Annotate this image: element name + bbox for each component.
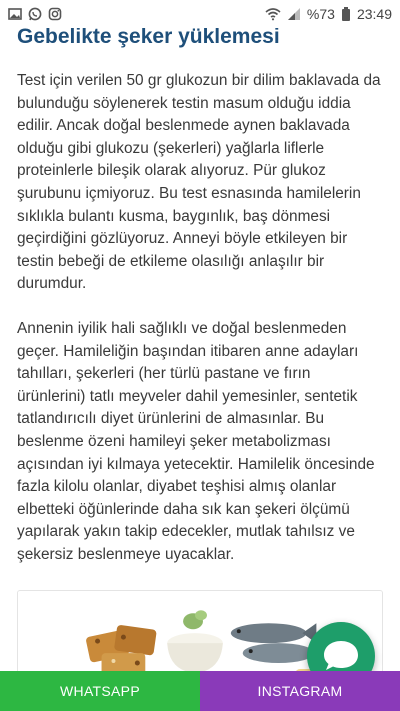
instagram-button[interactable]: INSTAGRAM <box>200 671 400 711</box>
bottom-action-bar <box>0 671 400 711</box>
page-title: Gebelikte şeker yüklemesi <box>17 28 280 48</box>
gallery-icon <box>8 7 22 21</box>
instagram-icon <box>48 7 62 21</box>
battery-icon <box>341 7 351 21</box>
chat-bubble-icon <box>322 639 360 673</box>
article-content[interactable] <box>0 28 400 671</box>
status-bar-notifications <box>8 7 62 21</box>
battery-percent: %73 <box>306 6 335 22</box>
wifi-icon <box>265 7 281 21</box>
article-paragraph-1: Test için verilen 50 gr glukozun bir dilim baklavada da bulunduğu söylenerek testin masum olduğu iddia edilir. Ancak doğal beslenmede aynen baklavada olduğu gibi glukozu (şekerleri) yağlarla liflerle proteinlerle bileşik olarak alıyoruz. Pür glukoz şurubunu içmiyoruz. Bu test esnasında hamilelerin sıklıkla bulantı kusma, baygınlık, baş dönmesi geçirdiğini gözlüyoruz. Anneyi böyle etkileyen bir testin bebeği de etkileme olasılığı anlaşılır bir durumdur. <box>17 72 381 293</box>
signal-icon <box>287 7 301 21</box>
article-paragraph-2: Annenin iyilik hali sağlıklı ve doğal beslenmeden geçer. Hamileliğin başından itibaren anne adayları tahılları, şekerleri (her türlü pastane ve fırın ürünlerini) tatlı meyveler dahil yemesinler, sentetik tatlandırıcılı diyet ürünlerini de almasınlar. Bu beslenme özeni hamileyi şeker metabolizması açısından iyi kılmaya yetecektir. Hamilelik öncesinde fazla kilolu olanlar, diyabet teşhisi almış olanlar elbetteki öğünlerinde daha sık kan şekeri ölçümü yapılarak yakın takip edecekler, mutlak tahılsız ve şekersiz beslenmeye uyacaklar. <box>17 319 375 563</box>
status-bar-system <box>265 6 392 22</box>
whatsapp-icon <box>28 7 42 21</box>
whatsapp-button[interactable]: WHATSAPP <box>0 671 200 711</box>
status-time: 23:49 <box>356 6 392 22</box>
status-bar <box>0 0 400 28</box>
